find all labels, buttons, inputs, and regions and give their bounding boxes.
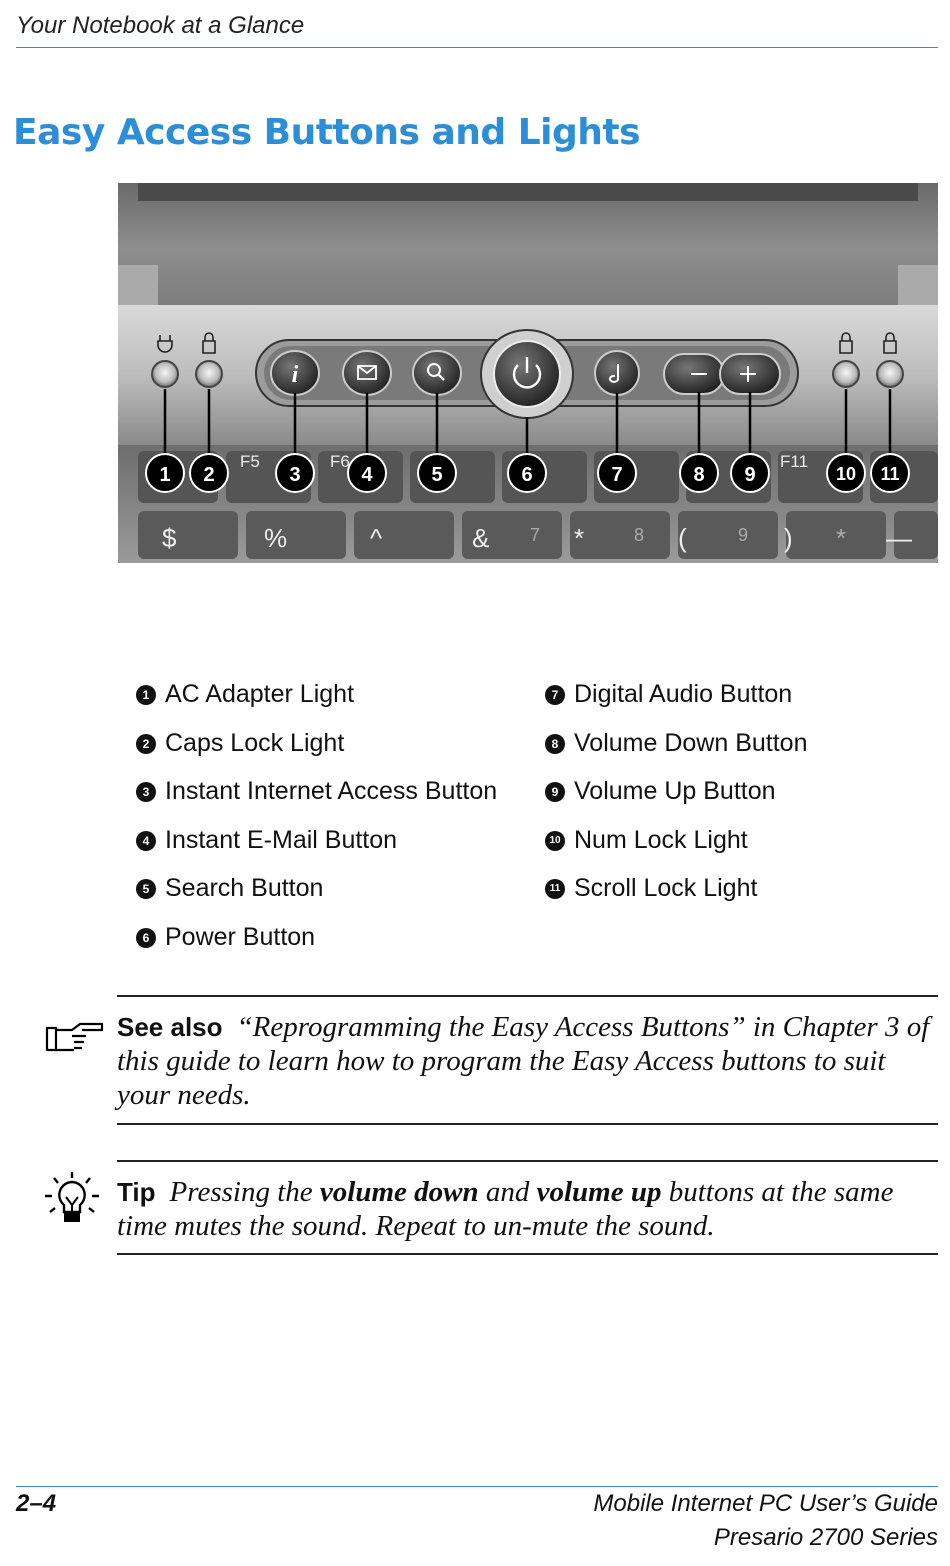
key-seven: 7 [530,525,541,545]
legend-label: Caps Lock Light [165,728,345,757]
legend-item [136,874,497,923]
key-star: * [574,523,585,553]
legend-label: Volume Down Button [574,728,808,757]
key-lparen: ( [678,523,687,553]
num-lock-light [833,361,859,387]
callout-11: 11 [880,464,900,484]
callout-1: 1 [159,464,171,486]
see-also-note [117,1010,932,1112]
callout-8: 8 [693,464,705,486]
see-also-bottom-rule [117,1123,938,1125]
tip-volume-down: volume down [319,1176,479,1208]
callout-4: 4 [361,464,373,486]
key-f5: F5 [240,452,260,471]
key-eight: 8 [634,525,645,545]
legend-number: 4 [136,831,156,851]
legend-column-left [136,680,497,971]
key-f6: F6 [330,452,350,471]
legend-item [545,729,807,778]
legend-label: Volume Up Button [574,777,776,805]
legend-number: 8 [545,734,565,754]
callout-6: 6 [521,464,533,486]
legend-label: Instant Internet Access Button [165,777,498,805]
legend-label: Num Lock Light [574,825,748,854]
key-f11: F11 [780,452,809,471]
legend-label: AC Adapter Light [165,680,355,708]
legend-label: Instant E-Mail Button [165,825,398,854]
legend-number: 6 [136,928,156,948]
ac-adapter-light [152,361,178,387]
key-rparen: ) [784,523,793,553]
callout-9: 9 [744,464,756,486]
tip-top-rule [117,1160,938,1162]
key-amp: & [472,523,490,553]
search-button[interactable] [413,351,461,395]
callout-3: 3 [289,464,301,486]
legend-label: Search Button [165,874,324,902]
legend-number: 1 [136,685,156,705]
series-name: Presario 2700 Series [713,1524,938,1551]
legend-number: 9 [545,782,565,802]
digital-audio-button[interactable] [595,351,639,395]
legend-number: 3 [136,782,156,802]
page-title: Easy Access Buttons and Lights [13,112,641,153]
callout-10: 10 [835,464,857,484]
key-star-2: * [836,523,847,553]
legend-label: Scroll Lock Light [574,874,758,902]
legend-item [545,680,807,729]
legend-item [136,826,497,875]
legend-label: Digital Audio Button [574,680,793,708]
page-number: 2–4 [16,1490,57,1517]
scroll-lock-light [877,361,903,387]
info-icon: i [291,362,299,388]
see-also-top-rule [117,995,938,997]
notebook-figure [118,183,938,563]
power-button[interactable] [481,330,573,418]
instant-email-button[interactable] [343,351,391,395]
legend-item [136,729,497,778]
key-dollar: $ [162,523,177,553]
legend-label: Power Button [165,922,316,951]
instant-internet-access-button[interactable] [271,351,319,395]
guide-title: Mobile Internet PC User’s Guide [593,1490,938,1517]
see-also-label: See also [117,1012,223,1042]
caps-lock-light [196,361,222,387]
key-caret: ^ [370,523,383,553]
tip-volume-up: volume up [536,1176,662,1208]
legend-number: 10 [545,831,565,851]
callout-7: 7 [611,464,623,486]
running-head: Your Notebook at a Glance [16,12,305,39]
legend-item [136,777,497,826]
pointing-hand-icon [44,1020,106,1056]
see-also-text: “Reprogramming the Easy Access Buttons” in Chapter 3 of this guide to learn how to program the Easy Access buttons to suit your needs. [117,1011,930,1111]
legend-item [136,923,497,972]
callout-2: 2 [203,464,215,486]
legend-item [545,777,807,826]
tip-bottom-rule [117,1253,938,1255]
legend-column-right [545,680,807,923]
legend-item [545,826,807,875]
legend-item [136,680,497,729]
lightbulb-icon [42,1170,102,1230]
tip-text-1: Pressing the [169,1176,320,1208]
key-nine: 9 [738,525,749,545]
key-percent: % [264,523,288,553]
header-rule [16,47,938,48]
legend-number: 7 [545,685,565,705]
legend-number: 11 [545,879,565,899]
volume-up-button[interactable] [720,354,780,394]
legend-number: 5 [136,879,156,899]
tip-text-2: and [478,1176,537,1208]
legend-number: 2 [136,734,156,754]
tip-note [117,1175,932,1243]
tip-text-3: buttons at the same time mutes the sound. Repeat to un-mute the sound. [117,1176,894,1242]
volume-down-button[interactable] [664,354,724,394]
footer-rule [16,1486,938,1487]
key-minus: — [886,523,912,553]
tip-label: Tip [117,1177,156,1207]
legend-item [545,874,807,923]
callout-5: 5 [431,464,443,486]
